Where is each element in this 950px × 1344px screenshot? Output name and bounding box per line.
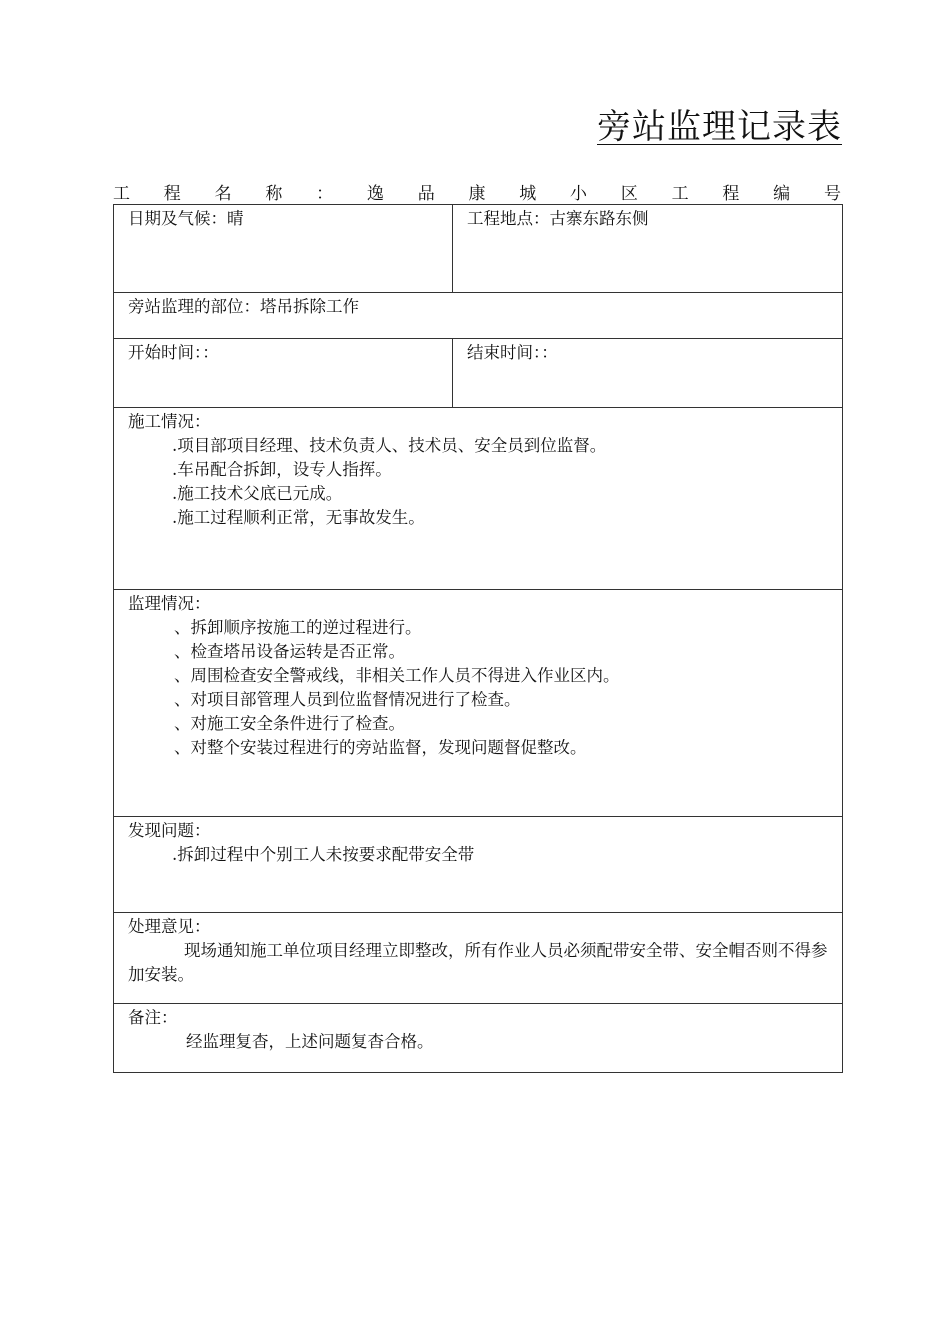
project-line-char: 区	[620, 184, 638, 204]
handling-section	[114, 913, 843, 1004]
project-name-line	[113, 182, 841, 206]
construction-label: 施工情况：	[128, 412, 211, 431]
start-time-cell	[114, 339, 453, 408]
project-line-char: 编	[773, 184, 791, 204]
project-line-char: 名	[214, 184, 232, 204]
project-line-char: 工	[113, 184, 130, 204]
project-line-char: 逸	[366, 184, 384, 204]
problem-item: .拆卸过程中个别工人未按要求配带安全带	[172, 845, 475, 864]
page-title: 旁站监理记录表	[597, 107, 842, 147]
project-line-char: 称	[265, 184, 283, 204]
construction-section	[114, 408, 843, 590]
handling-label: 处理意见：	[128, 917, 211, 936]
project-line-char: 程	[163, 184, 181, 204]
end-time: 结束时间：：	[467, 343, 558, 362]
project-line-char: 康	[468, 184, 486, 204]
supervision-section	[114, 590, 843, 817]
remarks-section	[114, 1004, 843, 1073]
remarks-text: 经监理复杳，上述问题复杳合格。	[186, 1032, 434, 1051]
construction-item: .施工过程顺利正常，无事故发生。	[172, 508, 425, 527]
project-location: 工程地点：古寨东路东侧	[467, 209, 649, 228]
date-weather: 日期及气候：晴	[128, 209, 244, 228]
construction-item: .车吊配合拆卸，设专人指挥。	[172, 460, 392, 479]
start-time: 开始时间：：	[128, 343, 219, 362]
handling-text: 现场通知施工单位项目经理立即整改，所有作业人员必须配带安全带、安全帽否则不得参加安装。	[128, 941, 828, 984]
supervision-item: 、周围检查安全警戒线，非相关工作人员不得进入作业区内。	[174, 666, 620, 685]
project-line-char: 程	[722, 184, 740, 204]
date-weather-cell	[114, 205, 453, 293]
problems-section	[114, 817, 843, 913]
construction-item: .项目部项目经理、技术负责人、技术员、安全员到位监督。	[172, 436, 607, 455]
project-line-char: 小	[570, 184, 588, 204]
end-time-cell	[453, 339, 843, 408]
supervision-item: 、对施工安全条件进行了检查。	[174, 714, 405, 733]
record-table	[113, 204, 843, 1073]
supervision-item: 、拆卸顺序按施工的逆过程进行。	[174, 618, 422, 637]
supervision-item: 、对项目部管理人员到位监督情况进行了检查。	[174, 690, 521, 709]
supervision-label: 监理情况：	[128, 594, 211, 613]
project-line-char: 号	[823, 184, 841, 204]
project-line-char: 城	[519, 184, 537, 204]
remarks-label: 备注：	[128, 1008, 178, 1027]
project-line-char: 品	[417, 184, 435, 204]
supervision-item: 、检查塔吊设备运转是否正常。	[174, 642, 405, 661]
position-cell	[114, 293, 843, 339]
project-line-char: ：	[316, 184, 334, 204]
supervision-item: 、对整个安装过程进行的旁站监督，发现问题督促整改。	[174, 738, 587, 757]
project-line-char: 工	[671, 184, 689, 204]
problems-label: 发现问题：	[128, 821, 211, 840]
location-cell	[453, 205, 843, 293]
supervision-position: 旁站监理的部位：塔吊拆除工作	[128, 297, 359, 316]
construction-item: .施工技术父底已元成。	[172, 484, 343, 503]
